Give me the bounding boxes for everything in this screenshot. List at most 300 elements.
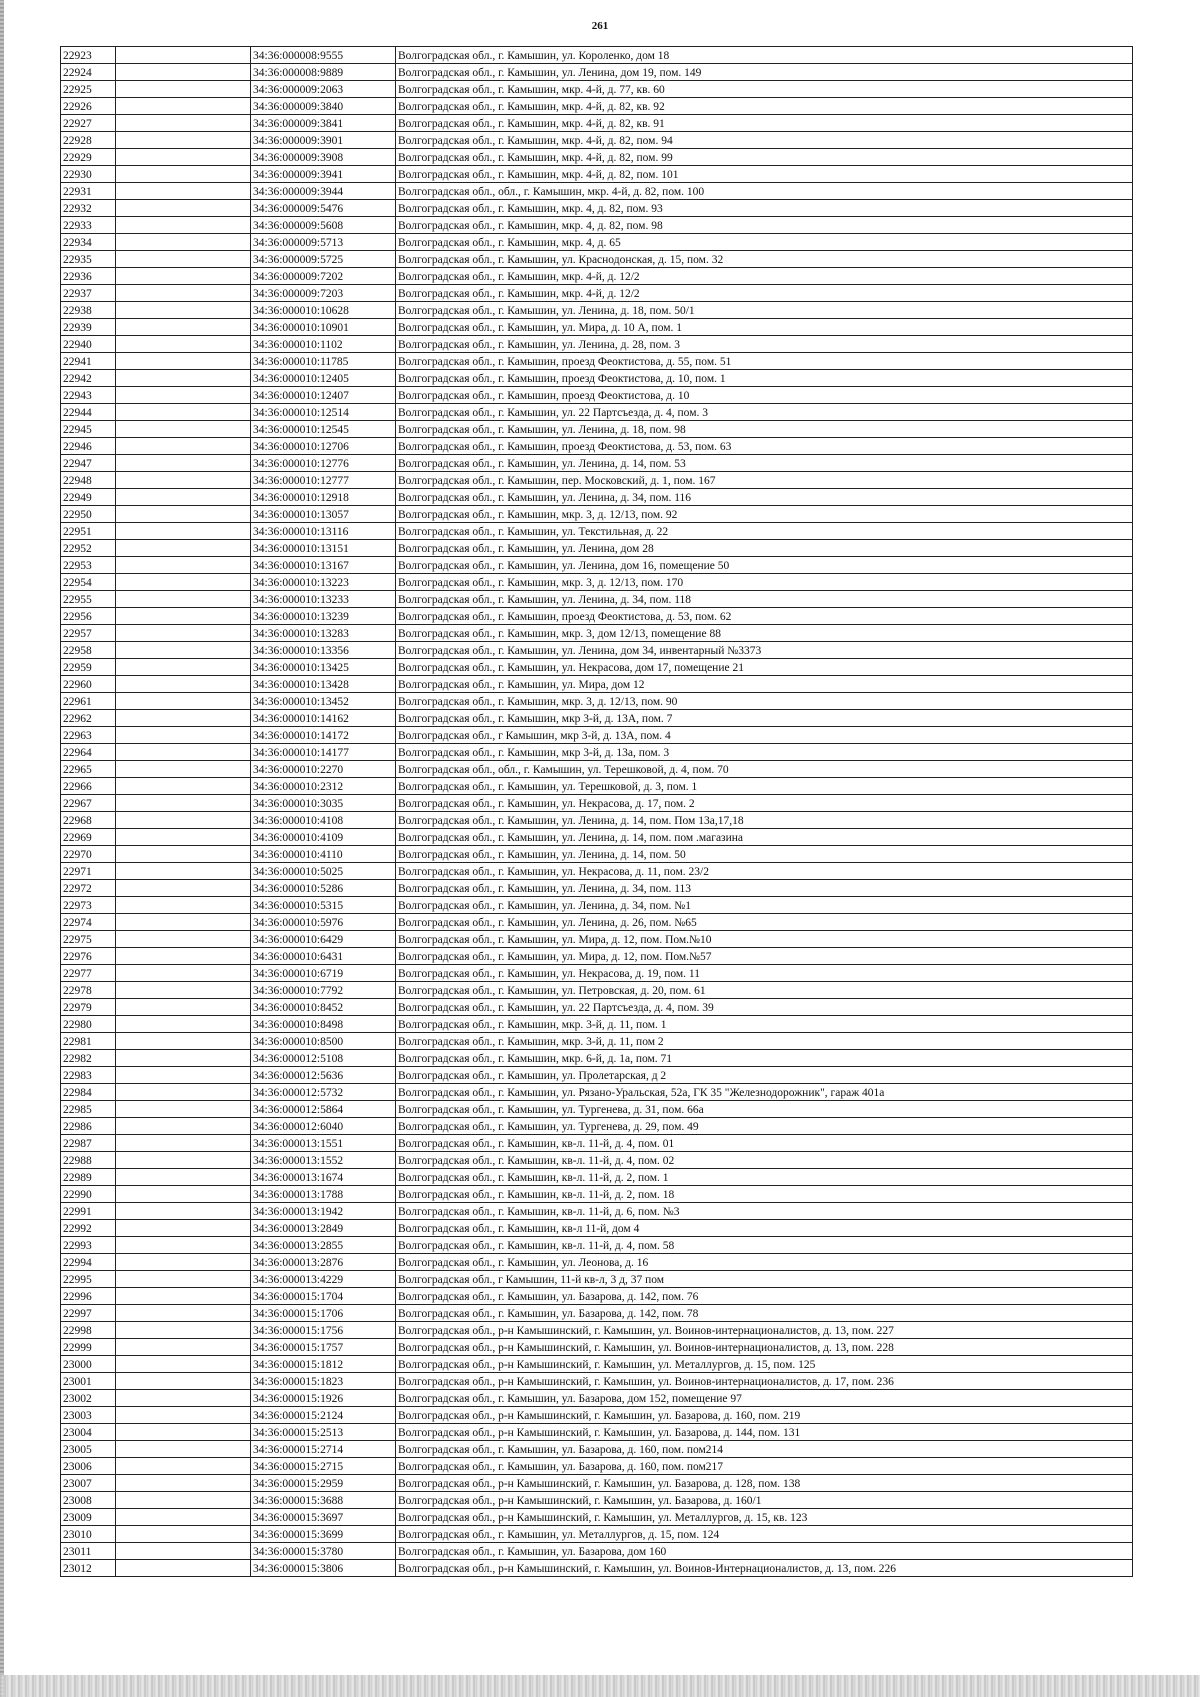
empty-cell: [116, 217, 251, 234]
empty-cell: [116, 472, 251, 489]
empty-cell: [116, 795, 251, 812]
row-number-cell: 22991: [61, 1203, 116, 1220]
address-cell: Волгоградская обл., г. Камышин, мкр. 4-й, д. 82, пом. 94: [396, 132, 1133, 149]
row-number-cell: 22956: [61, 608, 116, 625]
empty-cell: [116, 1407, 251, 1424]
empty-cell: [116, 1424, 251, 1441]
empty-cell: [116, 302, 251, 319]
row-number-cell: 22974: [61, 914, 116, 931]
table-row: [61, 642, 1133, 659]
table-row: [61, 387, 1133, 404]
address-cell: Волгоградская обл., г. Камышин, ул. Ленина, д. 18, пом. 50/1: [396, 302, 1133, 319]
table-row: [61, 1084, 1133, 1101]
cadastral-number-cell: 34:36:000009:2063: [251, 81, 396, 98]
row-number-cell: 22946: [61, 438, 116, 455]
table-row: [61, 1237, 1133, 1254]
cadastral-number-cell: 34:36:000010:4108: [251, 812, 396, 829]
cadastral-number-cell: 34:36:000010:13428: [251, 676, 396, 693]
row-number-cell: 22980: [61, 1016, 116, 1033]
empty-cell: [116, 761, 251, 778]
address-cell: Волгоградская обл., г. Камышин, ул. Некрасова, д. 19, пом. 11: [396, 965, 1133, 982]
row-number-cell: 22970: [61, 846, 116, 863]
empty-cell: [116, 591, 251, 608]
table-row: [61, 897, 1133, 914]
address-cell: Волгоградская обл., г. Камышин, ул. Ленина, д. 14, пом. пом .магазина: [396, 829, 1133, 846]
empty-cell: [116, 693, 251, 710]
cadastral-number-cell: 34:36:000010:13057: [251, 506, 396, 523]
empty-cell: [116, 81, 251, 98]
row-number-cell: 23009: [61, 1509, 116, 1526]
address-cell: Волгоградская обл., г. Камышин, ул. Базарова, дом 160: [396, 1543, 1133, 1560]
table-row: [61, 506, 1133, 523]
table-row: [61, 319, 1133, 336]
cadastral-number-cell: 34:36:000015:3697: [251, 1509, 396, 1526]
empty-cell: [116, 608, 251, 625]
table-row: [61, 710, 1133, 727]
empty-cell: [116, 268, 251, 285]
row-number-cell: 22977: [61, 965, 116, 982]
empty-cell: [116, 1220, 251, 1237]
row-number-cell: 23005: [61, 1441, 116, 1458]
cadastral-number-cell: 34:36:000013:1788: [251, 1186, 396, 1203]
address-cell: Волгоградская обл., г. Камышин, ул. Ленина, д. 14, пом. 50: [396, 846, 1133, 863]
row-number-cell: 22983: [61, 1067, 116, 1084]
address-cell: Волгоградская обл., г. Камышин, ул. Мира, д. 10 А, пом. 1: [396, 319, 1133, 336]
cadastral-number-cell: 34:36:000010:12918: [251, 489, 396, 506]
address-cell: Волгоградская обл., р-н Камышинский, г. Камышин, ул. Базарова, д. 128, пом. 138: [396, 1475, 1133, 1492]
table-row: [61, 540, 1133, 557]
empty-cell: [116, 812, 251, 829]
table-row: [61, 64, 1133, 81]
table-row: [61, 761, 1133, 778]
address-cell: Волгоградская обл., р-н Камышинский, г. Камышин, ул. Металлургов, д. 15, кв. 123: [396, 1509, 1133, 1526]
address-cell: Волгоградская обл., г. Камышин, проезд Феоктистова, д. 10, пом. 1: [396, 370, 1133, 387]
row-number-cell: 23010: [61, 1526, 116, 1543]
table-row: [61, 1509, 1133, 1526]
empty-cell: [116, 149, 251, 166]
row-number-cell: 22943: [61, 387, 116, 404]
cadastral-number-cell: 34:36:000010:13425: [251, 659, 396, 676]
cadastral-number-cell: 34:36:000010:13116: [251, 523, 396, 540]
table-row: [61, 1339, 1133, 1356]
cadastral-number-cell: 34:36:000009:3840: [251, 98, 396, 115]
address-cell: Волгоградская обл., г. Камышин, мкр. 3-й, д. 11, пом. 1: [396, 1016, 1133, 1033]
table-row: [61, 336, 1133, 353]
empty-cell: [116, 64, 251, 81]
row-number-cell: 22999: [61, 1339, 116, 1356]
address-cell: Волгоградская обл., г. Камышин, ул. Ленина, д. 34, пом. 116: [396, 489, 1133, 506]
empty-cell: [116, 659, 251, 676]
cadastral-number-cell: 34:36:000010:10901: [251, 319, 396, 336]
empty-cell: [116, 1441, 251, 1458]
table-row: [61, 863, 1133, 880]
address-cell: Волгоградская обл., г. Камышин, мкр. 4-й, д. 82, кв. 92: [396, 98, 1133, 115]
address-cell: Волгоградская обл., г. Камышин, ул. Ленина, д. 14, пом. Пом 13а,17,18: [396, 812, 1133, 829]
row-number-cell: 22963: [61, 727, 116, 744]
table-row: [61, 268, 1133, 285]
empty-cell: [116, 1084, 251, 1101]
cadastral-number-cell: 34:36:000013:1942: [251, 1203, 396, 1220]
empty-cell: [116, 1118, 251, 1135]
empty-cell: [116, 931, 251, 948]
address-cell: Волгоградская обл., г. Камышин, ул. Некрасова, дом 17, помещение 21: [396, 659, 1133, 676]
table-row: [61, 659, 1133, 676]
cadastral-number-cell: 34:36:000012:5108: [251, 1050, 396, 1067]
empty-cell: [116, 319, 251, 336]
row-number-cell: 22930: [61, 166, 116, 183]
row-number-cell: 22989: [61, 1169, 116, 1186]
cadastral-number-cell: 34:36:000010:12514: [251, 404, 396, 421]
address-cell: Волгоградская обл., г Камышин, 11-й кв-л, 3 д, 37 пом: [396, 1271, 1133, 1288]
cadastral-number-cell: 34:36:000008:9889: [251, 64, 396, 81]
address-cell: Волгоградская обл., г. Камышин, проезд Феоктистова, д. 53, пом. 63: [396, 438, 1133, 455]
cadastral-number-cell: 34:36:000013:2849: [251, 1220, 396, 1237]
empty-cell: [116, 387, 251, 404]
empty-cell: [116, 727, 251, 744]
address-cell: Волгоградская обл., г. Камышин, ул. Базарова, д. 160, пом. пом214: [396, 1441, 1133, 1458]
address-cell: Волгоградская обл., г. Камышин, ул. Мира, дом 12: [396, 676, 1133, 693]
address-cell: Волгоградская обл., г. Камышин, мкр. 4-й, д. 77, кв. 60: [396, 81, 1133, 98]
cadastral-number-cell: 34:36:000009:5608: [251, 217, 396, 234]
row-number-cell: 22929: [61, 149, 116, 166]
row-number-cell: 22958: [61, 642, 116, 659]
table-row: [61, 523, 1133, 540]
row-number-cell: 22962: [61, 710, 116, 727]
empty-cell: [116, 778, 251, 795]
empty-cell: [116, 1152, 251, 1169]
cadastral-number-cell: 34:36:000009:7203: [251, 285, 396, 302]
address-cell: Волгоградская обл., р-н Камышинский, г. Камышин, ул. Воинов-интернационалистов, д. 17, пом. 236: [396, 1373, 1133, 1390]
row-number-cell: 22979: [61, 999, 116, 1016]
row-number-cell: 22926: [61, 98, 116, 115]
row-number-cell: 22987: [61, 1135, 116, 1152]
address-cell: Волгоградская обл., г. Камышин, ул. Ленина, д. 26, пом. №65: [396, 914, 1133, 931]
row-number-cell: 22947: [61, 455, 116, 472]
table-row: [61, 47, 1133, 64]
cadastral-number-cell: 34:36:000013:2855: [251, 1237, 396, 1254]
cadastral-number-cell: 34:36:000010:13452: [251, 693, 396, 710]
cadastral-number-cell: 34:36:000010:14177: [251, 744, 396, 761]
empty-cell: [116, 98, 251, 115]
empty-cell: [116, 353, 251, 370]
address-cell: Волгоградская обл., обл., г. Камышин, мкр. 4-й, д. 82, пом. 100: [396, 183, 1133, 200]
empty-cell: [116, 1271, 251, 1288]
table-row: [61, 1492, 1133, 1509]
table-row: [61, 999, 1133, 1016]
table-row: [61, 353, 1133, 370]
table-row: [61, 1424, 1133, 1441]
table-row: [61, 472, 1133, 489]
table-row: [61, 914, 1133, 931]
address-cell: Волгоградская обл., р-н Камышинский, г. Камышин, ул. Базарова, д. 160, пом. 219: [396, 1407, 1133, 1424]
row-number-cell: 22988: [61, 1152, 116, 1169]
table-row: [61, 421, 1133, 438]
empty-cell: [116, 897, 251, 914]
table-row: [61, 1288, 1133, 1305]
row-number-cell: 22982: [61, 1050, 116, 1067]
cadastral-number-cell: 34:36:000010:4110: [251, 846, 396, 863]
row-number-cell: 22985: [61, 1101, 116, 1118]
table-row: [61, 693, 1133, 710]
cadastral-number-cell: 34:36:000008:9555: [251, 47, 396, 64]
row-number-cell: 22969: [61, 829, 116, 846]
table-row: [61, 829, 1133, 846]
empty-cell: [116, 251, 251, 268]
row-number-cell: 22942: [61, 370, 116, 387]
row-number-cell: 23011: [61, 1543, 116, 1560]
table-row: [61, 285, 1133, 302]
table-row: [61, 1458, 1133, 1475]
address-cell: Волгоградская обл., г. Камышин, мкр. 4-й, д. 82, пом. 99: [396, 149, 1133, 166]
address-cell: Волгоградская обл., г. Камышин, мкр. 4-й, д. 12/2: [396, 285, 1133, 302]
row-number-cell: 22957: [61, 625, 116, 642]
empty-cell: [116, 846, 251, 863]
address-cell: Волгоградская обл., г. Камышин, мкр. 3, д. 12/13, пом. 170: [396, 574, 1133, 591]
empty-cell: [116, 642, 251, 659]
cadastral-number-cell: 34:36:000010:2270: [251, 761, 396, 778]
table-row: [61, 965, 1133, 982]
empty-cell: [116, 200, 251, 217]
scan-edge-bottom: [0, 1675, 1200, 1697]
row-number-cell: 22941: [61, 353, 116, 370]
row-number-cell: 22984: [61, 1084, 116, 1101]
table-row: [61, 251, 1133, 268]
row-number-cell: 22939: [61, 319, 116, 336]
empty-cell: [116, 965, 251, 982]
cadastral-number-cell: 34:36:000010:12776: [251, 455, 396, 472]
cadastral-number-cell: 34:36:000015:2124: [251, 1407, 396, 1424]
address-cell: Волгоградская обл., г. Камышин, ул. Некрасова, д. 11, пом. 23/2: [396, 863, 1133, 880]
cadastral-number-cell: 34:36:000010:8498: [251, 1016, 396, 1033]
address-cell: Волгоградская обл., г. Камышин, кв-л 11-й, дом 4: [396, 1220, 1133, 1237]
cadastral-number-cell: 34:36:000010:12545: [251, 421, 396, 438]
cadastral-number-cell: 34:36:000010:3035: [251, 795, 396, 812]
empty-cell: [116, 1509, 251, 1526]
empty-cell: [116, 47, 251, 64]
cadastral-number-cell: 34:36:000010:13239: [251, 608, 396, 625]
address-cell: Волгоградская обл., обл., г. Камышин, ул. Терешковой, д. 4, пом. 70: [396, 761, 1133, 778]
row-number-cell: 22935: [61, 251, 116, 268]
cadastral-number-cell: 34:36:000015:1823: [251, 1373, 396, 1390]
page-number: 261: [591, 20, 609, 32]
cadastral-number-cell: 34:36:000015:2959: [251, 1475, 396, 1492]
cadastral-number-cell: 34:36:000015:3688: [251, 1492, 396, 1509]
table-row: [61, 149, 1133, 166]
row-number-cell: 22948: [61, 472, 116, 489]
table-row: [61, 948, 1133, 965]
address-cell: Волгоградская обл., г. Камышин, мкр. 4-й, д. 82, кв. 91: [396, 115, 1133, 132]
empty-cell: [116, 1186, 251, 1203]
empty-cell: [116, 1458, 251, 1475]
empty-cell: [116, 1305, 251, 1322]
cadastral-number-cell: 34:36:000009:3901: [251, 132, 396, 149]
row-number-cell: 22976: [61, 948, 116, 965]
cadastral-number-cell: 34:36:000010:5025: [251, 863, 396, 880]
row-number-cell: 22927: [61, 115, 116, 132]
table-row: [61, 1356, 1133, 1373]
cadastral-number-cell: 34:36:000010:13223: [251, 574, 396, 591]
row-number-cell: 22933: [61, 217, 116, 234]
row-number-cell: 22961: [61, 693, 116, 710]
row-number-cell: 23000: [61, 1356, 116, 1373]
empty-cell: [116, 1050, 251, 1067]
cadastral-number-cell: 34:36:000012:5732: [251, 1084, 396, 1101]
row-number-cell: 22966: [61, 778, 116, 795]
address-cell: Волгоградская обл., г. Камышин, мкр. 3, д. 12/13, пом. 92: [396, 506, 1133, 523]
cadastral-number-cell: 34:36:000010:1102: [251, 336, 396, 353]
table-row: [61, 1526, 1133, 1543]
row-number-cell: 22967: [61, 795, 116, 812]
cadastral-number-cell: 34:36:000010:12405: [251, 370, 396, 387]
empty-cell: [116, 285, 251, 302]
address-cell: Волгоградская обл., г. Камышин, кв-л. 11-й, д. 4, пом. 01: [396, 1135, 1133, 1152]
row-number-cell: 22995: [61, 1271, 116, 1288]
scan-edge-left: [0, 0, 4, 1697]
empty-cell: [116, 1203, 251, 1220]
empty-cell: [116, 1356, 251, 1373]
cadastral-number-cell: 34:36:000010:13233: [251, 591, 396, 608]
empty-cell: [116, 999, 251, 1016]
row-number-cell: 22993: [61, 1237, 116, 1254]
table-row: [61, 1271, 1133, 1288]
table-row: [61, 727, 1133, 744]
table-row: [61, 200, 1133, 217]
address-cell: Волгоградская обл., г. Камышин, мкр. 3, дом 12/13, помещение 88: [396, 625, 1133, 642]
table-row: [61, 608, 1133, 625]
table-row: [61, 217, 1133, 234]
address-cell: Волгоградская обл., р-н Камышинский, г. Камышин, ул. Воинов-интернационалистов, д. 13, пом. 228: [396, 1339, 1133, 1356]
table-row: [61, 1220, 1133, 1237]
address-cell: Волгоградская обл., г. Камышин, ул. 22 Партсъезда, д. 4, пом. 39: [396, 999, 1133, 1016]
address-cell: Волгоградская обл., г. Камышин, мкр. 4, д. 65: [396, 234, 1133, 251]
address-cell: Волгоградская обл., р-н Камышинский, г. Камышин, ул. Воинов-интернационалистов, д. 13, пом. 227: [396, 1322, 1133, 1339]
empty-cell: [116, 880, 251, 897]
table-row: [61, 489, 1133, 506]
cadastral-number-cell: 34:36:000010:5286: [251, 880, 396, 897]
row-number-cell: 22981: [61, 1033, 116, 1050]
cadastral-number-cell: 34:36:000010:12407: [251, 387, 396, 404]
address-cell: Волгоградская обл., г. Камышин, ул. Тургенева, д. 29, пом. 49: [396, 1118, 1133, 1135]
table-row: [61, 81, 1133, 98]
row-number-cell: 23002: [61, 1390, 116, 1407]
address-cell: Волгоградская обл., г. Камышин, кв-л. 11-й, д. 6, пом. №3: [396, 1203, 1133, 1220]
row-number-cell: 22998: [61, 1322, 116, 1339]
row-number-cell: 23008: [61, 1492, 116, 1509]
address-cell: Волгоградская обл., г. Камышин, мкр. 4-й, д. 82, пом. 101: [396, 166, 1133, 183]
registry-table-body: [61, 47, 1133, 1577]
empty-cell: [116, 982, 251, 999]
table-row: [61, 404, 1133, 421]
address-cell: Волгоградская обл., г. Камышин, ул. Тургенева, д. 31, пом. 66а: [396, 1101, 1133, 1118]
table-row: [61, 1390, 1133, 1407]
table-row: [61, 778, 1133, 795]
cadastral-number-cell: 34:36:000010:6719: [251, 965, 396, 982]
empty-cell: [116, 115, 251, 132]
address-cell: Волгоградская обл., г. Камышин, ул. Базарова, д. 142, пом. 78: [396, 1305, 1133, 1322]
address-cell: Волгоградская обл., г. Камышин, ул. Базарова, д. 160, пом. пом217: [396, 1458, 1133, 1475]
table-row: [61, 1033, 1133, 1050]
empty-cell: [116, 829, 251, 846]
table-row: [61, 1543, 1133, 1560]
cadastral-number-cell: 34:36:000010:14162: [251, 710, 396, 727]
row-number-cell: 22934: [61, 234, 116, 251]
cadastral-number-cell: 34:36:000015:3699: [251, 1526, 396, 1543]
table-row: [61, 1373, 1133, 1390]
cadastral-number-cell: 34:36:000009:5725: [251, 251, 396, 268]
cadastral-number-cell: 34:36:000010:13151: [251, 540, 396, 557]
address-cell: Волгоградская обл., г. Камышин, ул. Ленина, дом 16, помещение 50: [396, 557, 1133, 574]
address-cell: Волгоградская обл., г. Камышин, ул. Рязано-Уральская, 52а, ГК 35 "Железнодорожник", гараж 401а: [396, 1084, 1133, 1101]
row-number-cell: 23012: [61, 1560, 116, 1577]
row-number-cell: 22944: [61, 404, 116, 421]
empty-cell: [116, 1169, 251, 1186]
empty-cell: [116, 1390, 251, 1407]
empty-cell: [116, 625, 251, 642]
empty-cell: [116, 132, 251, 149]
table-row: [61, 1050, 1133, 1067]
address-cell: Волгоградская обл., г. Камышин, мкр 3-й, д. 13А, пом. 7: [396, 710, 1133, 727]
cadastral-number-cell: 34:36:000010:12777: [251, 472, 396, 489]
table-row: [61, 166, 1133, 183]
table-row: [61, 132, 1133, 149]
row-number-cell: 22950: [61, 506, 116, 523]
address-cell: Волгоградская обл., г. Камышин, ул. Ленина, д. 28, пом. 3: [396, 336, 1133, 353]
row-number-cell: 22965: [61, 761, 116, 778]
cadastral-number-cell: 34:36:000009:3941: [251, 166, 396, 183]
address-cell: Волгоградская обл., г. Камышин, кв-л. 11-й, д. 2, пом. 1: [396, 1169, 1133, 1186]
table-row: [61, 1305, 1133, 1322]
row-number-cell: 22972: [61, 880, 116, 897]
address-cell: Волгоградская обл., г. Камышин, кв-л. 11-й, д. 2, пом. 18: [396, 1186, 1133, 1203]
table-row: [61, 183, 1133, 200]
empty-cell: [116, 370, 251, 387]
cadastral-number-cell: 34:36:000010:5976: [251, 914, 396, 931]
table-row: [61, 982, 1133, 999]
cadastral-number-cell: 34:36:000010:4109: [251, 829, 396, 846]
cadastral-number-cell: 34:36:000013:1674: [251, 1169, 396, 1186]
empty-cell: [116, 523, 251, 540]
row-number-cell: 22932: [61, 200, 116, 217]
row-number-cell: 22996: [61, 1288, 116, 1305]
empty-cell: [116, 540, 251, 557]
address-cell: Волгоградская обл., г. Камышин, ул. Текстильная, д. 22: [396, 523, 1133, 540]
address-cell: Волгоградская обл., р-н Камышинский, г. Камышин, ул. Металлургов, д. 15, пом. 125: [396, 1356, 1133, 1373]
row-number-cell: 22960: [61, 676, 116, 693]
table-row: [61, 1475, 1133, 1492]
empty-cell: [116, 557, 251, 574]
cadastral-number-cell: 34:36:000013:1552: [251, 1152, 396, 1169]
table-row: [61, 1322, 1133, 1339]
table-row: [61, 438, 1133, 455]
empty-cell: [116, 1033, 251, 1050]
row-number-cell: 22925: [61, 81, 116, 98]
address-cell: Волгоградская обл., г. Камышин, ул. Некрасова, д. 17, пом. 2: [396, 795, 1133, 812]
table-row: [61, 1254, 1133, 1271]
table-row: [61, 931, 1133, 948]
address-cell: Волгоградская обл., г. Камышин, ул. Металлургов, д. 15, пом. 124: [396, 1526, 1133, 1543]
row-number-cell: 23003: [61, 1407, 116, 1424]
table-row: [61, 302, 1133, 319]
row-number-cell: 22954: [61, 574, 116, 591]
address-cell: Волгоградская обл., г. Камышин, ул. Базарова, дом 152, помещение 97: [396, 1390, 1133, 1407]
empty-cell: [116, 336, 251, 353]
row-number-cell: 22968: [61, 812, 116, 829]
row-number-cell: 22951: [61, 523, 116, 540]
row-number-cell: 22952: [61, 540, 116, 557]
cadastral-number-cell: 34:36:000009:5476: [251, 200, 396, 217]
table-row: [61, 1407, 1133, 1424]
row-number-cell: 22945: [61, 421, 116, 438]
